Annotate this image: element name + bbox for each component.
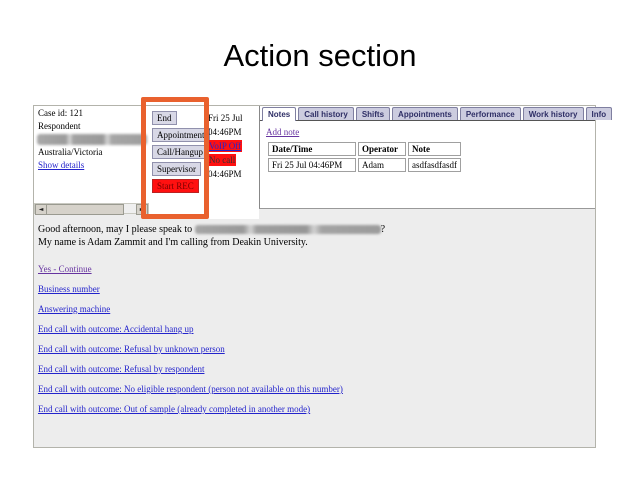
tab-appointments[interactable]: Appointments: [392, 107, 458, 120]
tab-bar: [260, 106, 607, 121]
script-link-end-call-with-outcome-no-eligible-respon[interactable]: End call with outcome: No eligible respondent (person not available on this number): [38, 384, 343, 394]
notes-table-header-row: [268, 142, 461, 156]
scroll-right-button[interactable]: ►: [136, 204, 148, 215]
script-link-business-number[interactable]: Business number: [38, 284, 100, 294]
action-button-call-hangup[interactable]: Call/Hangup: [152, 145, 208, 159]
status-time-2: 04:46PM: [208, 169, 242, 179]
script-link-yes-continue[interactable]: Yes - Continue: [38, 264, 92, 274]
notes-table-header-operator: Operator: [358, 142, 406, 156]
table-cell: asdfasdfasdf: [408, 158, 461, 172]
case-id: Case id: 121: [38, 108, 83, 118]
status-date: Fri 25 Jul: [208, 113, 243, 123]
call-status-column: [208, 111, 260, 181]
case-panel: [34, 106, 151, 214]
greeting-line: [38, 223, 595, 236]
table-row: [268, 158, 461, 172]
redacted-contact-name: [195, 225, 381, 234]
start-rec-button[interactable]: Start REC: [152, 179, 199, 193]
add-note-link[interactable]: Add note: [266, 127, 300, 137]
location-label: Australia/Victoria: [38, 147, 103, 157]
action-button-end[interactable]: End: [152, 111, 177, 125]
script-link-answering-machine[interactable]: Answering machine: [38, 304, 111, 314]
table-cell: Adam: [358, 158, 406, 172]
notes-tab-panel: [259, 106, 607, 209]
tab-notes[interactable]: Notes: [262, 107, 296, 121]
status-time: 04:46PM: [208, 127, 242, 137]
tab-call-history[interactable]: Call history: [298, 107, 354, 120]
tab-performance[interactable]: Performance: [460, 107, 521, 120]
scrollbar-thumb[interactable]: [46, 204, 124, 215]
page-title: Action section: [223, 38, 417, 73]
redacted-respondent-name: [37, 134, 147, 145]
script-link-end-call-with-outcome-refusal-by-respond[interactable]: End call with outcome: Refusal by respondent: [38, 364, 205, 374]
cati-app-screenshot: [33, 105, 607, 448]
notes-table-header-note: Note: [408, 142, 461, 156]
show-details-link[interactable]: Show details: [38, 160, 85, 170]
tab-info[interactable]: Info: [586, 107, 613, 120]
respondent-label: Respondent: [38, 121, 81, 131]
action-button-appointment[interactable]: Appointment: [152, 128, 210, 142]
script-link-end-call-with-outcome-refusal-by-unknown[interactable]: End call with outcome: Refusal by unknown person: [38, 344, 225, 354]
table-cell: Fri 25 Jul 04:46PM: [268, 158, 356, 172]
notes-table-header-date-time: Date/Time: [268, 142, 356, 156]
horizontal-scrollbar[interactable]: [34, 203, 149, 214]
script-link-end-call-with-outcome-out-of-sample-alre[interactable]: End call with outcome: Out of sample (already completed in another mode): [38, 404, 311, 414]
action-button-supervisor[interactable]: Supervisor: [152, 162, 201, 176]
intro-line: My name is Adam Zammit and I'm calling from Deakin University.: [38, 237, 308, 248]
greeting-suffix: ?: [380, 224, 386, 235]
script-link-end-call-with-outcome-accidental-hang-up[interactable]: End call with outcome: Accidental hang up: [38, 324, 194, 334]
call-script-section: [34, 219, 595, 425]
notes-table: [266, 140, 463, 174]
scroll-left-button[interactable]: ◄: [35, 204, 47, 215]
tab-work-history[interactable]: Work history: [523, 107, 584, 120]
action-buttons: [152, 111, 210, 196]
notes-table-body: [268, 158, 461, 172]
tab-shifts[interactable]: Shifts: [356, 107, 390, 120]
greeting-prefix: Good afternoon, may I please speak to: [38, 224, 195, 235]
call-status-badge: No call: [209, 155, 236, 165]
script-links: [38, 265, 595, 414]
voip-toggle-link[interactable]: VoIP Off: [209, 141, 242, 151]
voip-status-badge: [208, 140, 242, 152]
